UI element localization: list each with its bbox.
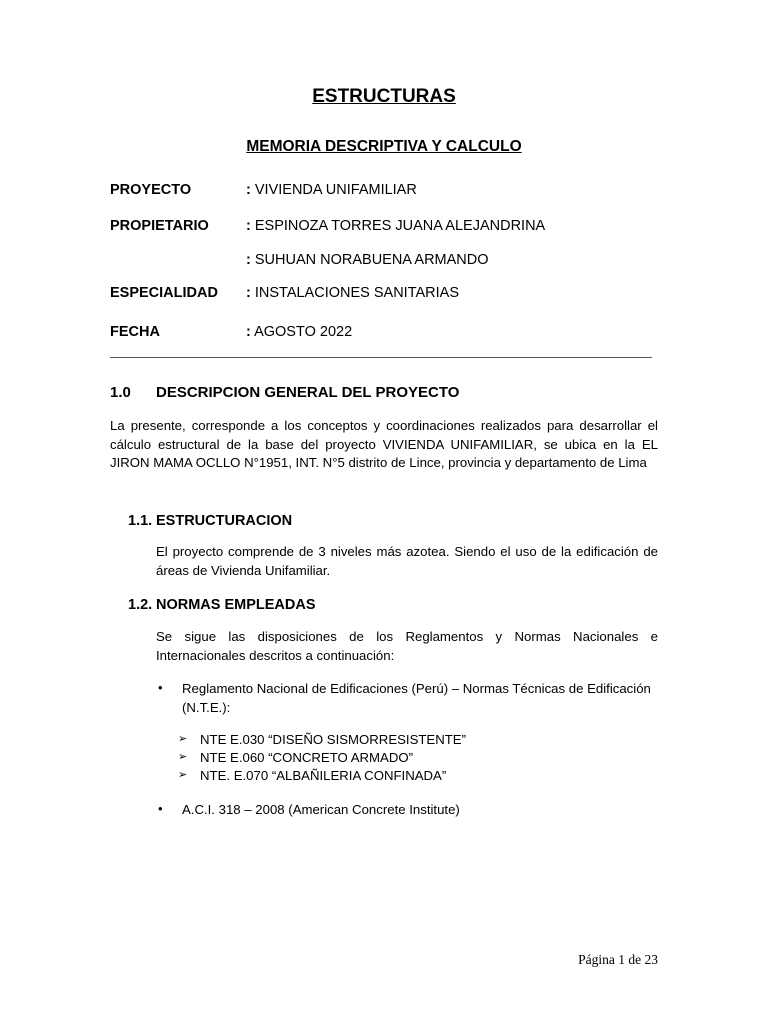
info-value: : AGOSTO 2022 [246,324,353,340]
info-label: ESPECIALIDAD [110,285,218,301]
list-item-text: NTE E.030 “DISEÑO SISMORRESISTENTE” [200,732,466,747]
list-item-text: A.C.I. 318 – 2008 (American Concrete Institute) [182,802,460,817]
section-heading-1 [110,384,459,401]
section-title: NORMAS EMPLEADAS [156,597,316,613]
list-item-text: Reglamento Nacional de Edificaciones (Perú) – Normas Técnicas de Edificación (N.T.E.): [182,681,651,715]
section-number: 1.0 [110,384,131,401]
bullet-icon: • [158,680,163,695]
info-label: PROPIETARIO [110,218,209,234]
info-value: : SUHUAN NORABUENA ARMANDO [246,252,489,268]
section-heading-1-1 [128,513,292,529]
info-value: : VIVIENDA UNIFAMILIAR [246,182,417,198]
section-number: 1.2. [128,597,153,613]
section-number: 1.1. [128,513,153,529]
info-value: : ESPINOZA TORRES JUANA ALEJANDRINA [246,218,546,234]
section-1-1-paragraph: El proyecto comprende de 3 niveles más azotea. Siendo el uso de la edificación de áreas de Vivienda Unifamiliar. [156,544,658,578]
bullet-icon: • [158,801,163,816]
document-subtitle: MEMORIA DESCRIPTIVA Y CALCULO [246,138,522,155]
document-title: ESTRUCTURAS [312,86,456,107]
header-divider [110,357,652,358]
section-title: ESTRUCTURACION [156,513,293,529]
section-1-2-paragraph: Se sigue las disposiciones de los Reglamentos y Normas Nacionales e Internacionales descritos a continuación: [156,629,658,663]
info-label: FECHA [110,324,160,340]
section-title: DESCRIPCION GENERAL DEL PROYECTO [156,384,460,401]
section-heading-1-2 [128,597,316,613]
section-1-paragraph: La presente, corresponde a los conceptos y coordinaciones realizados para desarrollar el cálculo estructural de la base del proyecto VIVIENDA UNIFAMILIAR, se ubica en la EL JIRON MAMA OCLLO N°1951, INT. N°5 distrito de Lince, provincia y departamento de Lima [110,418,658,471]
info-label: PROYECTO [110,182,192,198]
arrow-bullet-icon: ➢ [178,733,188,745]
page-number: Página 1 de 23 [578,952,658,967]
list-item-text: NTE E.060 “CONCRETO ARMADO” [200,749,413,765]
info-value: : INSTALACIONES SANITARIAS [246,285,459,301]
arrow-bullet-icon: ➢ [178,768,188,781]
arrow-bullet-icon: ➢ [178,750,188,763]
list-item-text: NTE. E.070 “ALBAÑILERIA CONFINADA” [200,767,447,783]
